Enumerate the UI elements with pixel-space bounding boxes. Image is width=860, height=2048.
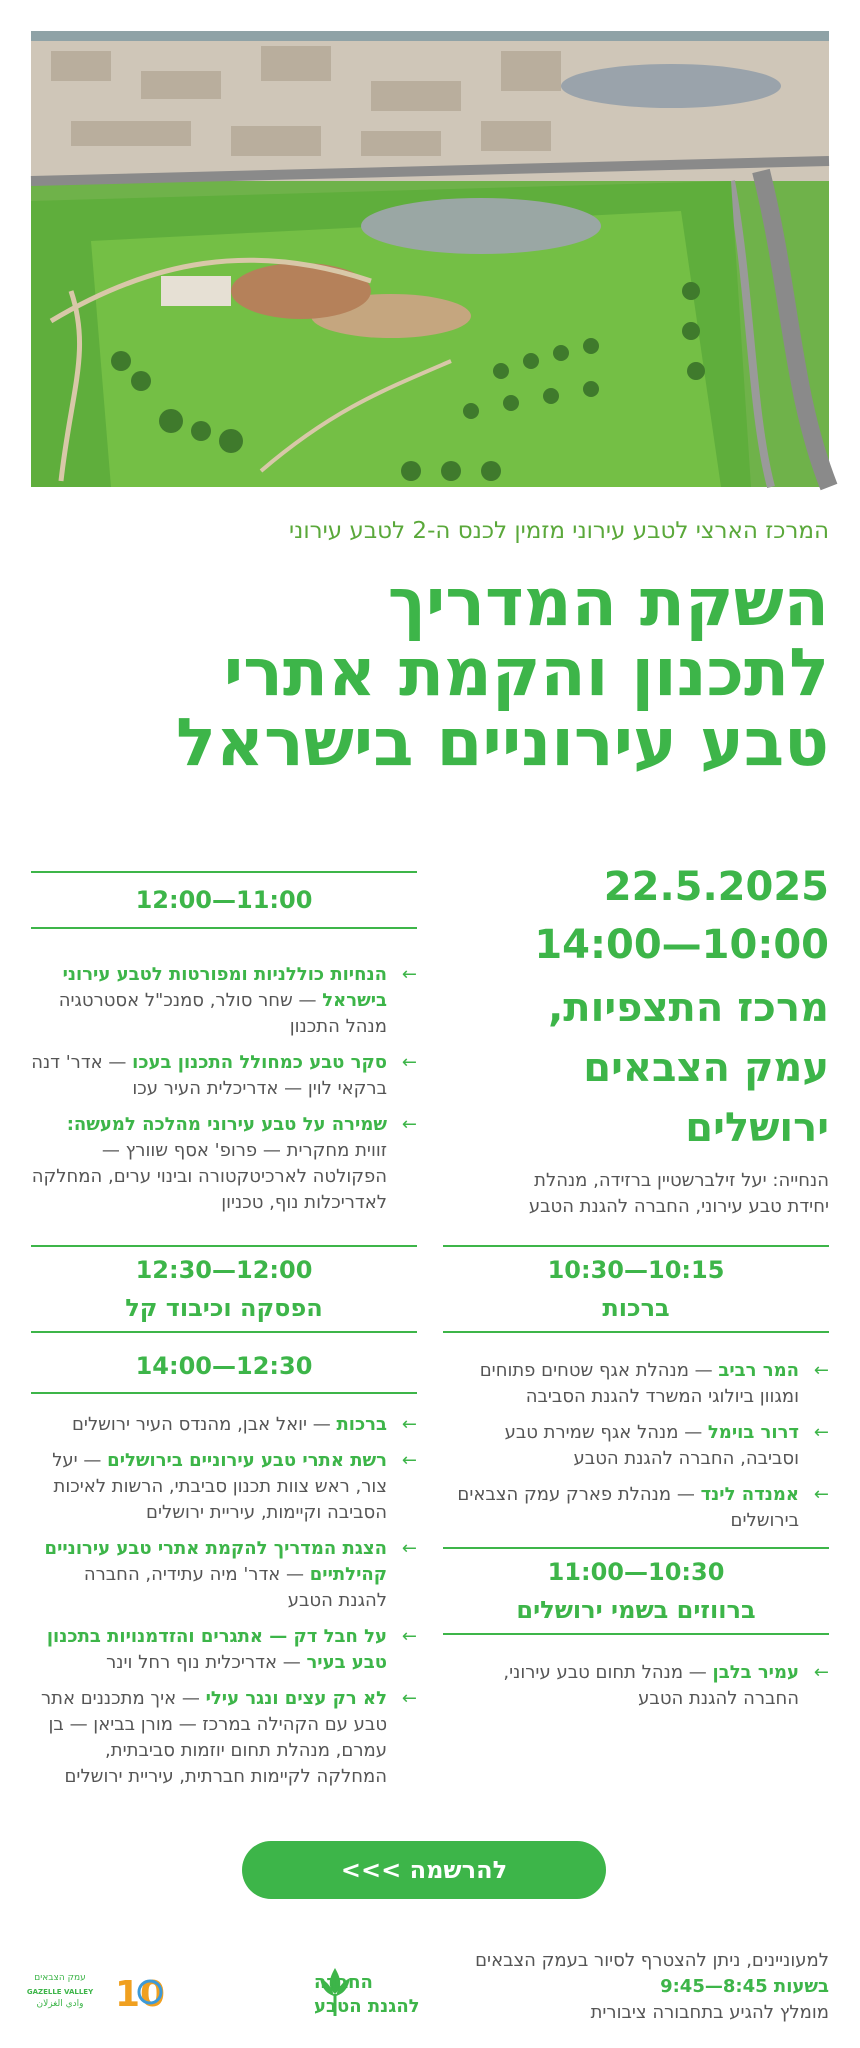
item-text: — אדריכלית נוף רחל וינר — [106, 1652, 307, 1673]
item-title: הצגת המדריך להקמת אתרי טבע עירוניים קהילתיים — [44, 1538, 387, 1585]
session-time: 12:00—12:30 — [135, 1256, 313, 1284]
list-item — [31, 1448, 417, 1526]
session-title: ברכות — [602, 1294, 670, 1322]
session-time: 10:30—11:00 — [547, 1558, 725, 1586]
list-item — [443, 1358, 829, 1410]
list-item — [443, 1420, 829, 1472]
event-time: 10:00—14:00 — [534, 922, 829, 968]
event-venue — [443, 978, 829, 1158]
title-line: השקת המדריך — [387, 564, 829, 641]
page-title — [31, 564, 829, 781]
venue-line: עמק הצבאים — [583, 1045, 829, 1091]
footer-line: למעוניינים, ניתן להצטרף לסיור בעמק הצבאים — [475, 1950, 829, 1971]
host-line: הנחייה: יעל זילברשטיין ברזידה, מנהלת — [534, 1170, 829, 1191]
arrow-left-icon: ← — [813, 1484, 829, 1505]
gv-logo-text-2: GAZELLE VALLEY — [26, 1988, 94, 1996]
list-item — [443, 1660, 829, 1712]
session-list-greetings — [443, 1358, 829, 1544]
list-item — [31, 1050, 417, 1102]
item-title: דרור בוימל — [707, 1422, 799, 1443]
list-item — [31, 962, 417, 1040]
arrow-left-icon: ← — [401, 964, 417, 985]
title-line: לתכנון והקמת אתרי — [223, 634, 829, 711]
arrow-left-icon: ← — [813, 1422, 829, 1443]
spni-logo-text-2: להגנת הטבע — [314, 1996, 420, 2017]
gazelle-valley-logo-svg — [26, 1960, 170, 2020]
item-text: — איך מתכננים אתר טבע עם הקהילה במרכז — מורן בביאן — בן עמרם, מנהלת תחום יוזמות סביבתית, המחלקה לקיימות חברתית, עיריית ירושלים — [40, 1688, 387, 1787]
item-text: זווית מחקרית — פרופ' אסף שוורץ — הפקולטה לארכיטקטורה ובינוי ערים, המחלקה לאדריכלות נוף, טכניון — [31, 1140, 387, 1213]
session-title: ברווזים בשמי ירושלים — [516, 1596, 756, 1624]
footer-line: מומלץ להגיע בתחבורה ציבורית — [590, 2002, 829, 2023]
event-kicker: המרכז הארצי לטבע עירוני מזמין לכנס ה-2 לטבע עירוני — [288, 518, 829, 544]
hero-image — [31, 31, 829, 487]
footer-hours: בשעות 8:45—9:45 — [660, 1976, 829, 1997]
arrow-left-icon: ← — [401, 1052, 417, 1073]
spni-logo — [190, 1960, 420, 2020]
spni-logo-svg — [190, 1960, 420, 2020]
item-title: אמנדה לינד — [700, 1484, 799, 1505]
session-header-morning — [31, 871, 417, 929]
gv-logo-number: 10 — [114, 1974, 166, 2015]
item-text: — אדר' מיה עתידיה, החברה להגנת הטבע — [83, 1564, 387, 1611]
footer-note — [409, 1948, 829, 2026]
list-item — [31, 1686, 417, 1790]
session-list-tours — [443, 1660, 829, 1722]
arrow-left-icon: ← — [401, 1114, 417, 1135]
arrow-left-icon: ← — [401, 1626, 417, 1647]
session-time: 10:15—10:30 — [547, 1256, 725, 1284]
item-title: סקר טבע כמחולל התכנון בעכו — [132, 1052, 387, 1073]
item-title: ברכות — [336, 1414, 387, 1435]
session-list-morning — [31, 962, 417, 1226]
venue-line: מרכז התצפיות, — [548, 985, 829, 1031]
title-line: טבע עירוניים בישראל — [176, 704, 829, 781]
item-text: — יואל אבן, מהנדס העיר ירושלים — [71, 1414, 337, 1435]
item-title: שמירה על טבע עירוני מהלכה למעשה: — [66, 1114, 387, 1135]
item-title: הנחיות כוללניות ומפורטות לטבע עירוני בישראל — [62, 964, 387, 1011]
arrow-left-icon: ← — [813, 1662, 829, 1683]
session-list-afternoon — [31, 1412, 417, 1800]
session-time: 12:30—14:00 — [135, 1352, 313, 1380]
venue-line: ירושלים — [685, 1105, 829, 1151]
item-text: — אדר' דנה ברקאי לוין — אדריכלית העיר עכו — [31, 1052, 387, 1099]
session-header-break — [31, 1245, 417, 1333]
arrow-left-icon: ← — [401, 1688, 417, 1709]
item-title: על חבל דק — אתגרים והזדמנויות בתכנון טבע בעיר — [46, 1626, 387, 1673]
gazelle-valley-logo — [26, 1960, 170, 2020]
event-date: 22.5.2025 — [603, 864, 829, 910]
item-text: — יעל צור, ראש צוות תכנון סביבתי, הרשות לאיכות הסביבה וקיימות, עיריית ירושלים — [52, 1450, 387, 1523]
footer-line — [409, 1974, 829, 2000]
arrow-left-icon: ← — [401, 1538, 417, 1559]
list-item — [31, 1536, 417, 1614]
item-text: — מנהלת אגף שטחים פתוחים ומגוון ביולוגי המשרד להגנת הסביבה — [479, 1360, 799, 1407]
event-host — [443, 1168, 829, 1220]
item-text: — מנהלת פארק עמק הצבאים בירושלים — [457, 1484, 799, 1531]
item-title: לא רק עצים ונגר עילי — [205, 1688, 387, 1709]
event-datetime — [443, 858, 829, 974]
list-item — [31, 1112, 417, 1216]
item-text: — מנהל אגף שמירת טבע וסביבה, החברה להגנת הטבע — [504, 1422, 799, 1469]
session-header-afternoon — [31, 1340, 417, 1394]
item-text: — מנהל תחום טבע עירוני, החברה להגנת הטבע — [503, 1662, 799, 1709]
aerial-park-illustration — [31, 31, 829, 487]
arrow-left-icon: ← — [401, 1414, 417, 1435]
arrow-left-icon: ← — [813, 1360, 829, 1381]
spni-logo-text-1: החברה — [314, 1972, 373, 1993]
session-header-tours — [443, 1547, 829, 1635]
gv-logo-text-1: עמק הצבאים — [34, 1973, 86, 1983]
item-title: המר רביב — [718, 1360, 799, 1381]
list-item — [31, 1624, 417, 1676]
arrow-left-icon: ← — [401, 1450, 417, 1471]
item-text: — שחר סולר, סמנכ"ל אסטרטגיה מנהל התכנון — [58, 990, 387, 1037]
host-line: יחידת טבע עירוני, החברה להגנת הטבע — [528, 1196, 829, 1217]
item-title: עמיר בלבן — [712, 1662, 799, 1683]
session-time: 11:00—12:00 — [135, 886, 313, 914]
list-item — [443, 1482, 829, 1534]
gv-logo-text-3: وادي الغزلان — [36, 1999, 84, 2009]
session-title: הפסקה וכיבוד קל — [125, 1294, 323, 1322]
session-header-greetings — [443, 1245, 829, 1333]
list-item — [31, 1412, 417, 1438]
register-button[interactable]: להרשמה >>> — [242, 1841, 606, 1899]
item-title: רשת אתרי טבע עירוניים בירושלים — [107, 1450, 387, 1471]
